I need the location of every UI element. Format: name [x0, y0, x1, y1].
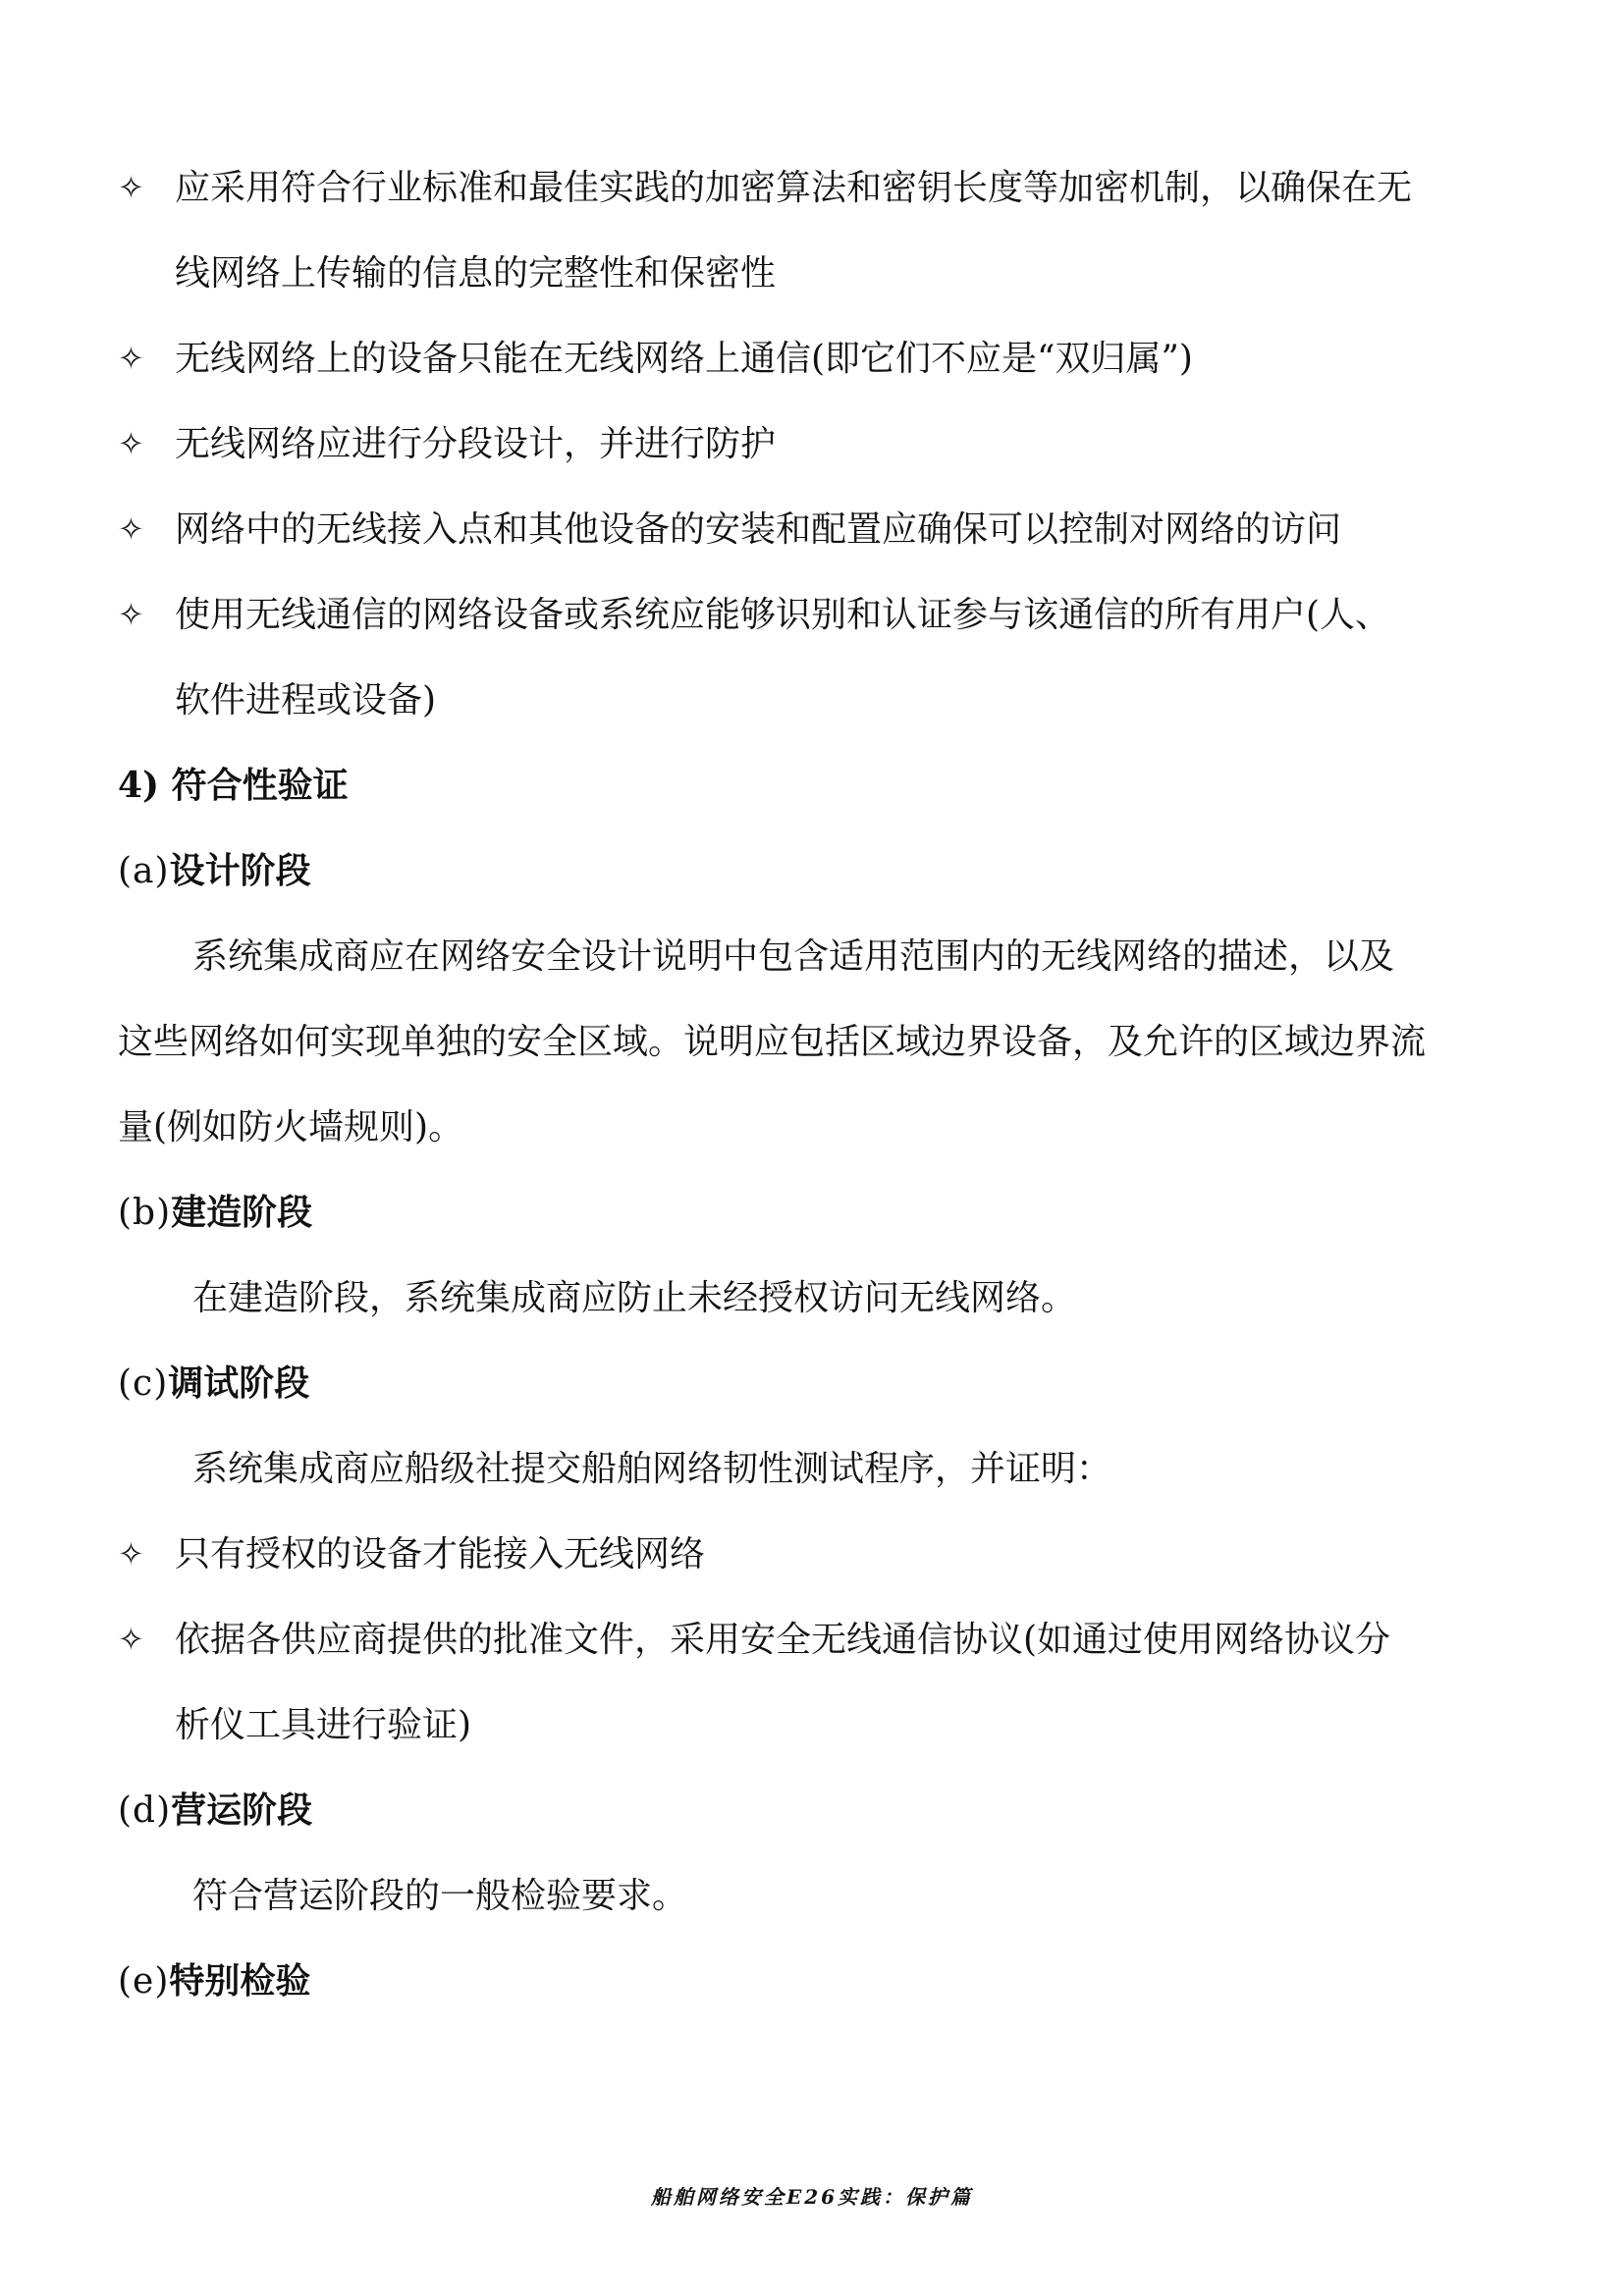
diamond-bullet-icon: ✧	[118, 1535, 144, 1573]
bullet-continuation: 线网络上传输的信息的完整性和保密性	[175, 253, 777, 294]
bullet-text: 只有授权的设备才能接入无线网络	[175, 1534, 706, 1575]
bullet-text: 网络中的无线接入点和其他设备的安装和配置应确保可以控制对网络的访问	[175, 509, 1342, 550]
diamond-bullet-icon: ✧	[118, 596, 144, 633]
diamond-bullet-icon: ✧	[118, 169, 144, 206]
subsection-title: 调试阶段	[168, 1362, 310, 1404]
bullet-item-authorized-devices	[118, 1512, 1512, 1597]
section-heading: 4) 符合性验证	[118, 765, 349, 806]
diamond-bullet-icon: ✧	[118, 1621, 144, 1658]
subsection-label: (a)	[118, 851, 170, 891]
paragraph-line: 这些网络如何实现单独的安全区域。说明应包括区域边界设备，及允许的区域边界流	[118, 1022, 1427, 1062]
paragraph-line: 量(例如防火墙规则)。	[118, 1107, 464, 1148]
subsection-label: (b)	[118, 1193, 172, 1233]
bullet-item-encryption	[118, 145, 1512, 231]
page-content	[118, 145, 1512, 2024]
subsection-special	[118, 1939, 1512, 2024]
subsection-label: (c)	[118, 1363, 169, 1404]
bullet-item-authentication	[118, 572, 1512, 658]
subsection-title: 营运阶段	[171, 1789, 313, 1831]
diamond-bullet-icon: ✧	[118, 425, 144, 462]
bullet-item-segmentation	[118, 401, 1512, 487]
paragraph-line: 系统集成商应在网络安全设计说明中包含适用范围内的无线网络的描述，以及	[192, 936, 1395, 977]
bullet-item-dual-homing	[118, 316, 1512, 401]
page-footer: 船舶网络安全E26实践：保护篇	[650, 2185, 974, 2209]
bullet-item-secure-protocols	[118, 1597, 1512, 1682]
subsection-label: (e)	[118, 1961, 170, 2002]
subsection-label: (d)	[118, 1790, 172, 1831]
bullet-text: 应采用符合行业标准和最佳实践的加密算法和密钥长度等加密机制，以确保在无	[175, 168, 1413, 208]
bullet-text: 使用无线通信的网络设备或系统应能够识别和认证参与该通信的所有用户(人、	[175, 595, 1391, 635]
bullet-text: 依据各供应商提供的批准文件，采用安全无线通信协议(如通过使用网络协议分	[175, 1620, 1391, 1660]
bullet-continuation: 析仪工具进行验证)	[175, 1705, 472, 1745]
subsection-commissioning	[118, 1341, 1512, 1426]
bullet-text: 无线网络上的设备只能在无线网络上通信(即它们不应是“双归属”)	[175, 339, 1193, 379]
diamond-bullet-icon: ✧	[118, 340, 144, 377]
subsection-operation	[118, 1768, 1512, 1853]
paragraph-line: 系统集成商应船级社提交船舶网络韧性测试程序，并证明：	[192, 1449, 1112, 1489]
subsection-title: 设计阶段	[169, 850, 311, 891]
subsection-title: 建造阶段	[171, 1192, 313, 1233]
paragraph-line: 在建造阶段，系统集成商应防止未经授权访问无线网络。	[192, 1278, 1077, 1318]
subsection-title: 特别检验	[169, 1960, 311, 2002]
bullet-item-access-points	[118, 487, 1512, 572]
diamond-bullet-icon: ✧	[118, 510, 144, 548]
subsection-design	[118, 828, 1512, 914]
subsection-construction	[118, 1170, 1512, 1255]
bullet-text: 无线网络应进行分段设计，并进行防护	[175, 424, 777, 464]
paragraph-line: 符合营运阶段的一般检验要求。	[192, 1876, 688, 1916]
bullet-continuation: 软件进程或设备)	[175, 680, 437, 721]
